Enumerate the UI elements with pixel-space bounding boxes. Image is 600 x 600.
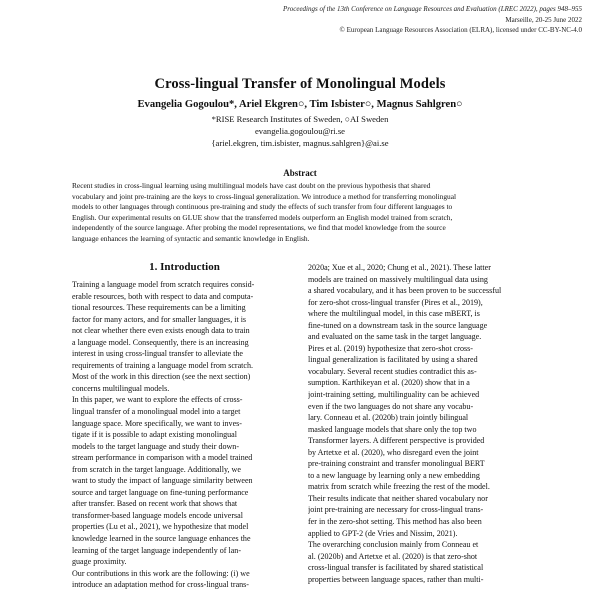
body-text-line: knowledge learned in the source language enhances the xyxy=(72,534,251,544)
body-text-line: tigate if it is possible to adapt existing monolingual xyxy=(72,430,237,440)
abstract-heading: Abstract xyxy=(283,168,317,178)
abstract-line: independently of the source language. After probing the model representations, we find that model knowledge from the source xyxy=(72,223,446,233)
body-text-line: language space. More specifically, we want to inves- xyxy=(72,418,242,428)
body-text-line: want to study the impact of language similarity between xyxy=(72,476,253,486)
affiliation-institutes: *RISE Research Institutes of Sweden, ○AI Sweden xyxy=(211,114,389,124)
affiliation-email-1: evangelia.gogoulou@ri.se xyxy=(254,126,345,136)
body-text-line: matrix from scratch while freezing the rest of the model. xyxy=(308,482,490,492)
body-text-line: vocabulary. Several recent studies contradict this as- xyxy=(308,366,477,376)
body-text-line: erable resources, both with respect to data and computa- xyxy=(72,291,254,301)
abstract-line: vocabulary and joint pre-training are the keys to cross-lingual generalization. We introduce a method for transferring monolingual xyxy=(72,191,457,201)
body-text-line: models are trained on massively multilingual data using xyxy=(308,274,488,284)
body-text-line: joint-training setting, multilinguality can be achieved xyxy=(308,390,480,400)
body-text-line: masked language models that share only the top two xyxy=(308,424,477,434)
body-text-line: learning of the target language independently of lan- xyxy=(72,545,241,555)
body-text-line: properties between language spaces, rather than multi- xyxy=(308,574,484,584)
abstract-body xyxy=(72,181,530,245)
body-text-line: joint pre-training are necessary for cross-lingual trans- xyxy=(308,505,484,515)
body-text-line: to a new language by learning only a new embedding xyxy=(308,470,480,480)
body-text-line: In this paper, we want to explore the effects of cross- xyxy=(72,395,243,405)
body-text-line: Their results indicate that neither shared vocabulary nor xyxy=(308,493,488,503)
body-text-line: a shared vocabulary, and it has been proven to be successful xyxy=(308,286,502,296)
abstract-line: Recent studies in cross-lingual learning using multilingual models have cast doubt on the previous hypothesis that shared xyxy=(72,181,431,190)
body-text-line: sumption. Karthikeyan et al. (2020) show that in a xyxy=(308,378,470,388)
body-text-line: The overarching conclusion mainly from Conneau et xyxy=(308,540,479,550)
abstract-line: models to other languages through continuous pre-training and study the effects of such transfer from four different languages to xyxy=(72,202,453,212)
body-text-line: Our contributions in this work are the following: (i) we xyxy=(72,568,250,578)
body-text-line: source and target language on fine-tuning performance xyxy=(72,487,249,497)
body-text-line: properties (Lu et al., 2021), we hypothesize that model xyxy=(72,522,249,532)
body-text-line: introduce an adaptation method for cross-lingual trans- xyxy=(72,580,249,590)
body-text-line: lingual generalization is facilitated by using a shared xyxy=(308,355,478,365)
abstract-line: language enhances the learning of syntactic and semantic knowledge in English. xyxy=(72,233,310,243)
body-text-line: interest in using cross-lingual transfer to alleviate the xyxy=(72,349,243,359)
body-text-line: by Artetxe et al. (2020), who disregard even the joint xyxy=(308,447,479,457)
body-text-line: lary. Conneau et al. (2020b) train jointly bilingual xyxy=(308,413,469,423)
body-text-line: from scratch in the target language. Additionally, we xyxy=(72,464,241,474)
author-list: Evangelia Gogoulou*, Ariel Ekgren○, Tim Isbister○, Magnus Sahlgren○ xyxy=(137,99,463,110)
proceedings-venue: Proceedings of the 13th Conference on Language Resources and Evaluation (LREC 2022), pages 948–955 xyxy=(282,5,582,13)
proceedings-header xyxy=(162,4,582,36)
proceedings-location: Marseille, 20-25 June 2022 xyxy=(505,15,582,24)
body-text-line: concerns multilingual models. xyxy=(72,383,170,393)
body-text-line: pre-training constraint and transfer monolingual BERT xyxy=(308,459,485,469)
body-text-line: applied to GPT-2 (de Vries and Nissim, 2021). xyxy=(308,528,458,538)
body-text-line: Training a language model from scratch requires consid- xyxy=(72,280,255,289)
body-text-line: after transfer. Based on recent work that shows that xyxy=(72,499,238,509)
body-text-line: factor for many actors, and for smaller languages, it is xyxy=(72,314,247,324)
body-text-line: guage proximity. xyxy=(72,557,127,567)
affiliation-email-2: {ariel.ekgren, tim.isbister, magnus.sahlgren}@ai.se xyxy=(211,138,389,148)
body-text-line: fine-tuned on a downstream task in the source language xyxy=(308,320,488,330)
body-text-line: for zero-shot cross-lingual transfer (Pires et al., 2019), xyxy=(308,297,483,307)
body-text-line: stream performance in comparison with a model trained xyxy=(72,453,253,463)
body-text-line: Pires et al. (2019) hypothesize that zero-shot cross- xyxy=(308,343,473,353)
proceedings-license: © European Language Resources Association (ELRA), licensed under CC-BY-NC-4.0 xyxy=(339,26,582,34)
affiliations xyxy=(0,113,600,149)
body-text-line: a language model. Consequently, there is an increasing xyxy=(72,337,249,347)
left-column-body xyxy=(72,279,298,591)
body-text-line: fer in the zero-shot setting. This method has also been xyxy=(308,517,482,527)
body-text-line: Transformer layers. A different perspective is provided xyxy=(308,436,485,446)
section-heading-introduction: 1. Introduction xyxy=(149,261,220,273)
body-text-line: cross-lingual transfer is facilitated by shared statistical xyxy=(308,563,484,573)
body-text-line: al. (2020b) and Artetxe et al. (2020) is that zero-shot xyxy=(308,551,478,561)
body-text-line: and evaluated on the same task in the target language. xyxy=(308,332,482,342)
body-text-line: where the multilingual model, in this case mBERT, is xyxy=(308,309,480,319)
body-text-line: transformer-based language models encode universal xyxy=(72,510,243,520)
body-text-line: even if the two languages do not share any vocabu- xyxy=(308,401,474,411)
body-text-line: Most of the work in this direction (see the next section) xyxy=(72,372,251,382)
paper-title: Cross-lingual Transfer of Monolingual Models xyxy=(154,76,446,92)
abstract-line: English. Our experimental results on GLUE show that the transferred models outperform an English model trained from scratch, xyxy=(72,212,453,222)
body-text-line: models to the target language and study their down- xyxy=(72,441,240,451)
body-text-line: tional resources. These requirements can be a limiting xyxy=(72,303,246,313)
body-text-line: not clear whether there even exists enough data to train xyxy=(72,326,250,336)
body-text-line: 2020a; Xue et al., 2020; Chung et al., 2021). These latter xyxy=(308,263,491,272)
right-column-body xyxy=(308,262,534,585)
body-text-line: lingual transfer of a monolingual model into a target xyxy=(72,407,241,417)
body-text-line: requirements of training a language model from scratch. xyxy=(72,360,253,370)
